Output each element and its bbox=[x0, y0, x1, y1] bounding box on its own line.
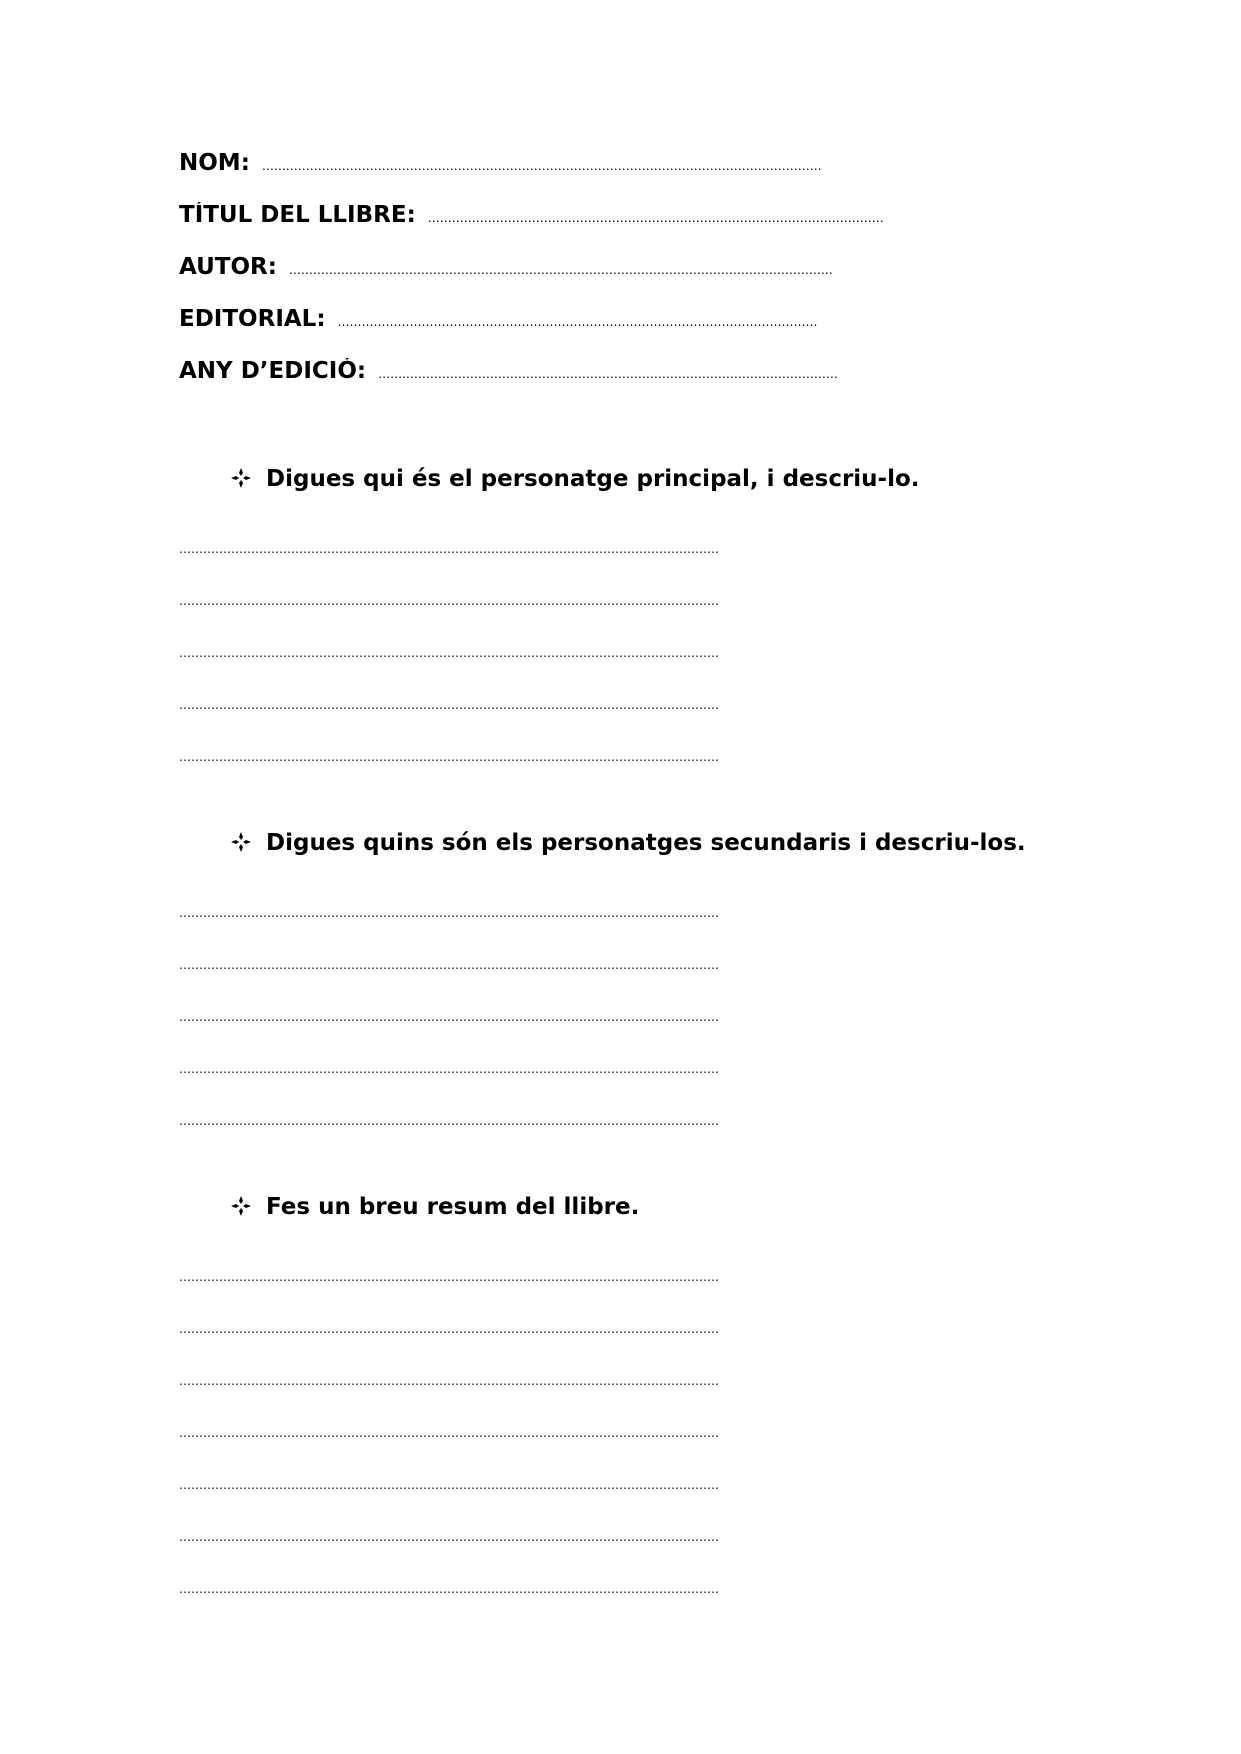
spacer bbox=[179, 1138, 1064, 1192]
question-text: Fes un breu resum del llibre. bbox=[266, 1194, 640, 1220]
answer-line: ……………………………………………………………………………………………………………………… bbox=[179, 698, 719, 712]
field-editorial bbox=[179, 306, 1064, 358]
question-main-character bbox=[179, 464, 1064, 774]
question-summary bbox=[179, 1192, 1064, 1606]
field-autor bbox=[179, 254, 1064, 306]
field-label: TÍTUL DEL LLIBRE: bbox=[179, 202, 416, 228]
answer-line: ……………………………………………………………………………………………………………………… bbox=[179, 1062, 719, 1076]
answer-line: ……………………………………………………………………………………………………………………… bbox=[179, 1426, 719, 1440]
field-dotted-line: …….……………………………………………………………………………………………… bbox=[378, 367, 838, 381]
answer-line: ……………………………………………………………………………………………………………………… bbox=[179, 646, 719, 660]
field-label: NOM: bbox=[179, 150, 250, 176]
answer-line: ……………………………………………………………………………………………………………………… bbox=[179, 1322, 719, 1336]
answer-line: ……………………………………………………………………………………………………………………… bbox=[179, 594, 719, 608]
question-text: Digues quins són els personatges secundaris i descriu-los. bbox=[266, 830, 1026, 856]
answer-line: ……………………………………………………………………………………………………………………… bbox=[179, 1582, 719, 1596]
answer-line: ……………………………………………………………………………………………………………………… bbox=[179, 1478, 719, 1492]
answer-line: ……………………………………………………………………………………………………………………… bbox=[179, 750, 719, 764]
diamond-bullet-icon bbox=[230, 831, 252, 853]
field-label: ANY D’EDICIÓ: bbox=[179, 358, 367, 384]
field-nom bbox=[179, 150, 1064, 202]
field-dotted-line: …….……………………………………………………………………………………………………………………. bbox=[261, 159, 822, 173]
field-dotted-line: …………………………………………………………………………………………………… bbox=[427, 211, 884, 225]
worksheet-content bbox=[179, 150, 1064, 1606]
question-heading bbox=[179, 828, 1064, 878]
spacer bbox=[179, 774, 1064, 828]
field-titol bbox=[179, 202, 1064, 254]
answer-line: ……………………………………………………………………………………………………………………… bbox=[179, 906, 719, 920]
question-secondary-characters bbox=[179, 828, 1064, 1138]
answer-line: ……………………………………………………………………………………………………………………… bbox=[179, 542, 719, 556]
answer-line: ……………………………………………………………………………………………………………………… bbox=[179, 1530, 719, 1544]
question-text: Digues qui és el personatge principal, i descriu-lo. bbox=[266, 466, 920, 492]
field-any-edicio bbox=[179, 358, 1064, 410]
diamond-bullet-icon bbox=[230, 467, 252, 489]
answer-line: ……………………………………………………………………………………………………………………… bbox=[179, 1114, 719, 1128]
field-dotted-line: ………………………………………………………………………………………………………………………. bbox=[288, 263, 833, 277]
question-heading bbox=[179, 1192, 1064, 1242]
answer-line: ……………………………………………………………………………………………………………………… bbox=[179, 1010, 719, 1024]
questions-section bbox=[179, 464, 1064, 1606]
field-dotted-line: ………………………………………………………………………………………………………… bbox=[337, 315, 818, 329]
diamond-bullet-icon bbox=[230, 1195, 252, 1217]
header-fields bbox=[179, 150, 1064, 410]
answer-line: ……………………………………………………………………………………………………………………… bbox=[179, 958, 719, 972]
field-label: AUTOR: bbox=[179, 254, 277, 280]
answer-line: ……………………………………………………………………………………………………………………… bbox=[179, 1374, 719, 1388]
field-label: EDITORIAL: bbox=[179, 306, 326, 332]
answer-line: ……………………………………………………………………………………………………………………… bbox=[179, 1270, 719, 1284]
question-heading bbox=[179, 464, 1064, 514]
